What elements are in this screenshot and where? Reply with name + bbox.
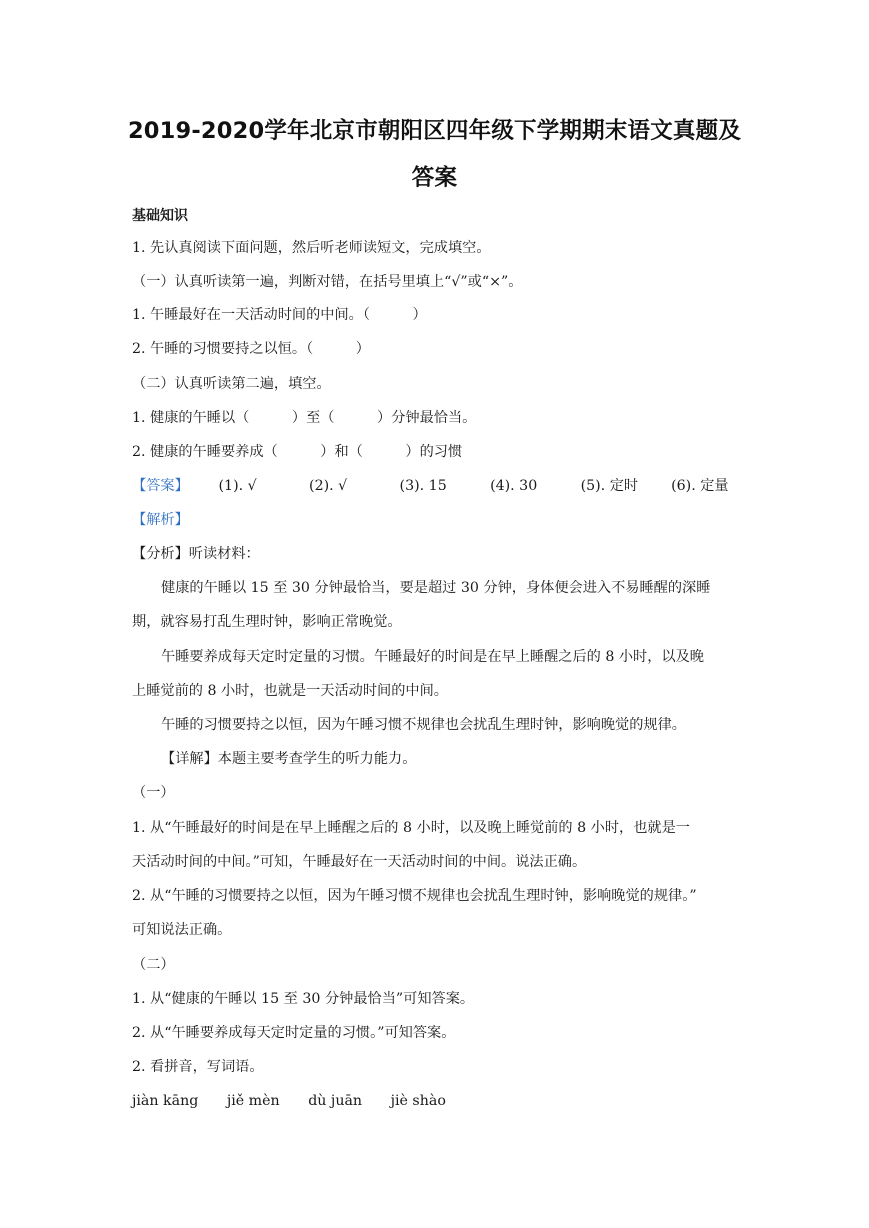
part-2-item-1: 1. 健康的午睡以（ ）至（ ）分钟最恰当。 (132, 410, 477, 426)
answer-item: (4). 30 (490, 478, 538, 494)
part-1-heading: （一）认真听读第一遍，判断对错，在括号里填上“√”或“×”。 (132, 274, 523, 290)
answer-item: (3). 15 (399, 478, 447, 494)
analysis-tag: 【解析】 (132, 512, 189, 528)
pinyin-word: dù juān (308, 1093, 363, 1109)
question-2-stem: 2. 看拼音，写词语。 (132, 1059, 264, 1075)
part-2-item-2: 2. 健康的午睡要养成（ ）和（ ）的习惯 (132, 444, 463, 460)
explanation-1-cont: 天活动时间的中间。”可知，午睡最好在一天活动时间的中间。说法正确。 (132, 854, 587, 870)
section-heading: 基础知识 (132, 208, 188, 224)
page-title: 2019-2020学年北京市朝阳区四年级下学期期末语文真题及 (127, 118, 742, 144)
analysis-heading: 【分析】听读材料： (132, 546, 260, 562)
explanation-2-cont: 可知说法正确。 (132, 922, 232, 938)
pinyin-word: jiě mèn (226, 1093, 280, 1109)
answer-line (132, 476, 729, 496)
material-paragraph-2: 午睡要养成每天定时定量的习惯。午睡最好的时间是在早上睡醒之后的 8 小时，以及晚 (161, 649, 704, 665)
part-1-item-1: 1. 午睡最好在一天活动时间的中间。（ ） (132, 307, 427, 323)
explanation-2: 2. 从“午睡的习惯要持之以恒，因为午睡习惯不规律也会扰乱生理时钟，影响晚觉的规律。” (132, 888, 697, 904)
answer-item: (2). √ (309, 478, 348, 494)
explanation-4: 2. 从“午睡要养成每天定时定量的习惯。”可知答案。 (132, 1025, 456, 1041)
part-2-heading: （二）认真听读第二遍，填空。 (132, 376, 331, 392)
page-title-continued: 答案 (411, 165, 458, 191)
answer-item: (1). √ (218, 478, 257, 494)
pinyin-row (132, 1091, 470, 1111)
answer-item: (5). 定时 (580, 478, 639, 494)
answer-tag: 【答案】 (132, 478, 189, 494)
pinyin-word: jiàn kāng (132, 1093, 199, 1109)
material-paragraph-2-cont: 上睡觉前的 8 小时，也就是一天活动时间的中间。 (132, 683, 448, 699)
pinyin-word: jiè shào (390, 1093, 446, 1109)
material-paragraph-1: 健康的午睡以 15 至 30 分钟最恰当，要是超过 30 分钟，身体便会进入不易睡醒的深睡 (161, 580, 711, 596)
material-paragraph-3: 午睡的习惯要持之以恒，因为午睡习惯不规律也会扰乱生理时钟，影响晚觉的规律。 (161, 717, 686, 733)
sub-heading-2: （二） (132, 957, 175, 973)
sub-heading-1: （一） (132, 785, 175, 801)
detail-heading: 【详解】本题主要考查学生的听力能力。 (161, 751, 417, 767)
part-1-item-2: 2. 午睡的习惯要持之以恒。（ ） (132, 341, 370, 357)
question-1-stem: 1. 先认真阅读下面问题，然后听老师读短文，完成填空。 (132, 240, 491, 256)
explanation-3: 1. 从“健康的午睡以 15 至 30 分钟最恰当”可知答案。 (132, 991, 475, 1007)
answer-item: (6). 定量 (671, 478, 729, 494)
material-paragraph-1-cont: 期，就容易打乱生理时钟，影响正常晚觉。 (132, 614, 402, 630)
explanation-1: 1. 从“午睡最好的时间是在早上睡醒之后的 8 小时，以及晚上睡觉前的 8 小时，也就是一 (132, 820, 690, 836)
